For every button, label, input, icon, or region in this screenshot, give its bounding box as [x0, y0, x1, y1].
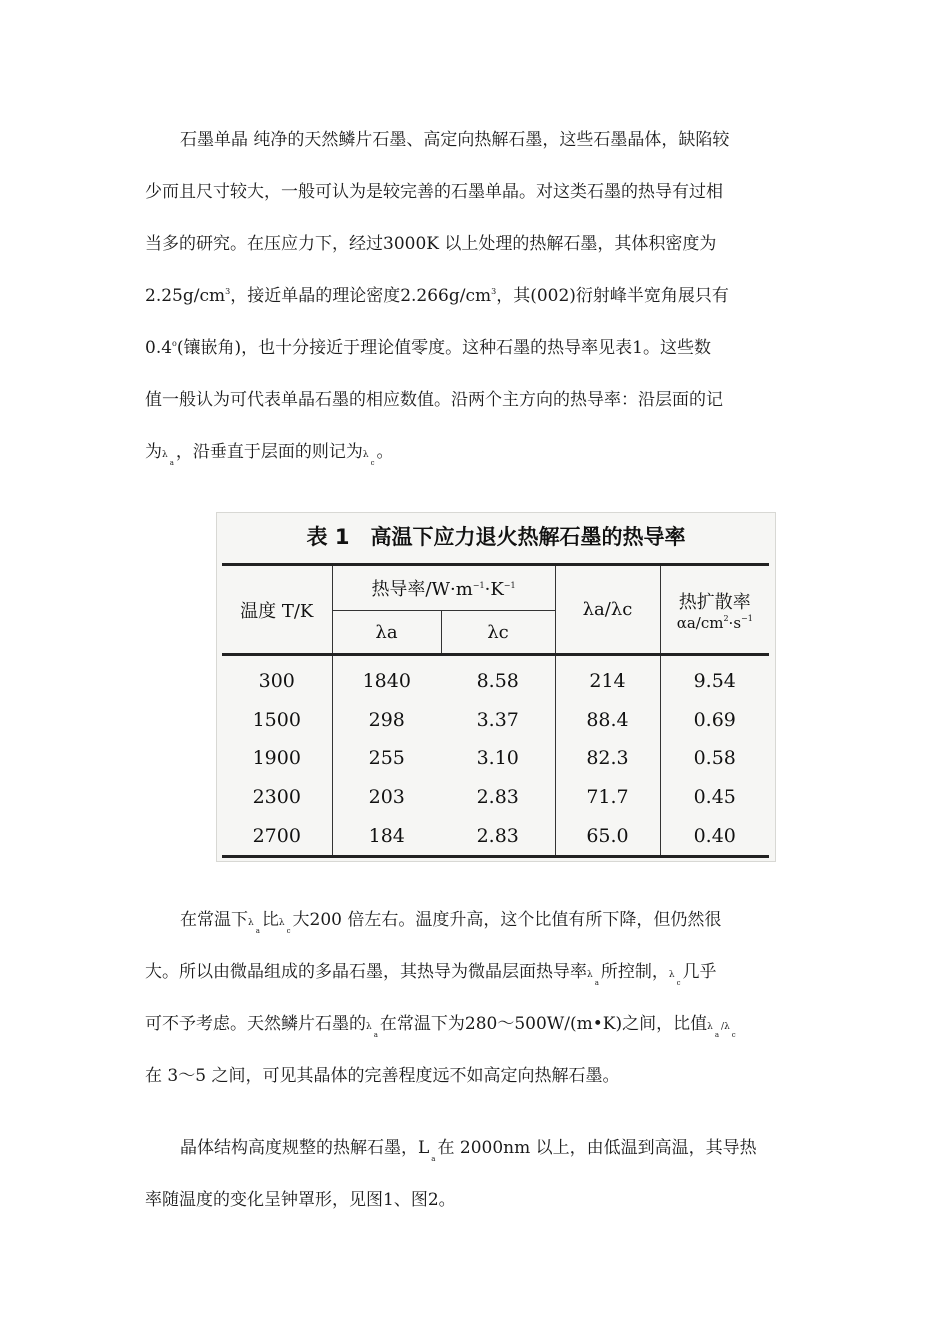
text: 晶体结构高度规整的热解石墨，L — [180, 1138, 430, 1158]
cell-ratio: 82.3 — [555, 739, 660, 778]
text: 在常温下为280～500W/(m•K)之间，比值 — [379, 1014, 708, 1034]
p1-line-1: 石墨单晶 纯净的天然鳞片石墨、高定向热解石墨，这些石墨晶体，缺陷较 — [180, 130, 730, 150]
text: 比 — [261, 910, 279, 930]
text: ，接近单晶的理论密度2.266g/cm — [230, 286, 492, 306]
table-row — [222, 701, 769, 740]
subscript: a — [714, 1031, 720, 1039]
superscript: 3 — [225, 287, 231, 296]
header-lambda-c: λc — [441, 611, 555, 655]
superscript: 3 — [491, 287, 497, 296]
cell-lambda-c: 2.83 — [476, 786, 519, 809]
cell-temperature: 2300 — [222, 778, 332, 817]
text: ·K — [484, 579, 504, 600]
superscript: −1 — [741, 613, 753, 623]
text: 。 — [376, 442, 394, 462]
superscript: 2 — [723, 613, 729, 623]
cell-temperature: 1900 — [222, 739, 332, 778]
header-ratio: λa/λc — [555, 565, 660, 655]
cell-diffusivity: 0.40 — [660, 816, 769, 856]
table-figure — [216, 512, 776, 862]
text: 在常温下 — [180, 910, 248, 930]
lambda-symbol: λ — [587, 970, 593, 980]
subscript: a — [169, 459, 174, 467]
cell-lambda-a: 255 — [368, 747, 405, 770]
cell-lambda-c: 3.10 — [476, 747, 519, 770]
cell-lambda-a: 203 — [368, 786, 405, 809]
table-row — [222, 739, 769, 778]
lambda-symbol: λ — [248, 918, 254, 928]
cell-lambda-a: 1840 — [362, 670, 411, 693]
text: 在 2000nm 以上，由低温到高温，其导热 — [437, 1138, 757, 1158]
lambda-symbol: λ — [366, 1022, 372, 1032]
superscript: −1 — [503, 581, 516, 590]
p1-line-3: 当多的研究。在压应力下，经过3000K 以上处理的热解石墨，其体积密度为 — [145, 234, 717, 254]
cell-diffusivity: 0.58 — [693, 747, 736, 770]
header-lambda-a: λa — [332, 611, 441, 655]
p3-line-1 — [180, 1138, 757, 1161]
cell-lambda-a: 184 — [332, 816, 441, 856]
table-title: 表 1 高温下应力退火热解石墨的热导率 — [306, 525, 686, 549]
text: 大200 倍左右。温度升高，这个比值有所下降，但仍然很 — [292, 910, 722, 930]
cell-lambda-a: 298 — [368, 708, 405, 731]
cell-temperature: 300 — [222, 655, 332, 701]
header-conductivity — [332, 565, 555, 611]
subscript: a — [431, 1155, 436, 1163]
lambda-symbol: λ — [278, 918, 285, 928]
header-diffusivity — [660, 565, 769, 655]
p1-line-4 — [145, 286, 729, 309]
text: 所控制， — [600, 962, 669, 982]
lambda-symbol: λ — [162, 450, 168, 460]
header-diffusivity-label: 热扩散率 — [678, 591, 751, 613]
p1-line-7 — [145, 442, 394, 465]
text: ，沿垂直于层面的则记为 — [175, 442, 363, 462]
cell-lambda-c: 8.58 — [476, 670, 519, 693]
text: ·s — [728, 613, 742, 632]
cell-ratio: 88.4 — [555, 701, 660, 740]
header-diffusivity-unit — [661, 614, 770, 632]
subscript: c — [286, 927, 291, 935]
text: (镶嵌角)，也十分接近于理论值零度。这种石墨的热导率见表1。这些数 — [176, 338, 711, 358]
p2-line-2 — [145, 962, 717, 985]
cell-temperature: 2700 — [222, 816, 332, 856]
p2-line-1 — [180, 910, 721, 933]
lambda-symbol: λ — [724, 1022, 730, 1032]
text: 可不予考虑。天然鳞片石墨的 — [145, 1014, 366, 1034]
table-row — [222, 655, 769, 701]
p2-line-3 — [145, 1014, 738, 1037]
subscript: a — [594, 979, 599, 987]
text: 2.25g/cm — [145, 286, 226, 306]
cell-ratio: 71.7 — [555, 778, 660, 817]
subscript: c — [731, 1031, 736, 1039]
text: 大。所以由微晶组成的多晶石墨，其热导为微晶层面热导率 — [145, 962, 587, 982]
cell-diffusivity: 0.69 — [693, 708, 736, 731]
table-body — [222, 655, 769, 857]
text: 热导率/W·m — [371, 579, 473, 600]
table-row — [222, 778, 769, 817]
text: αa/cm — [676, 613, 724, 632]
subscript: c — [676, 979, 681, 987]
subscript: a — [255, 927, 260, 935]
cell-lambda-c: 3.37 — [476, 708, 519, 731]
cell-ratio: 214 — [555, 655, 660, 701]
lambda-symbol: λ — [362, 450, 369, 460]
p2-line-4: 在 3～5 之间，可见其晶体的完善程度远不如高定向热解石墨。 — [145, 1066, 620, 1086]
slash: / — [721, 1022, 725, 1032]
text: ，其(002)衍射峰半宽角展只有 — [496, 286, 729, 306]
header-temperature: 温度 T/K — [222, 565, 332, 655]
subscript: c — [370, 459, 375, 467]
p1-line-6: 值一般认为可代表单晶石墨的相应数值。沿两个主方向的热导率：沿层面的记 — [145, 390, 723, 410]
text: 几乎 — [682, 962, 717, 982]
text: 为 — [145, 442, 162, 462]
cell-ratio: 65.0 — [555, 816, 660, 856]
p3-line-2: 率随温度的变化呈钟罩形，见图1、图2。 — [145, 1190, 456, 1210]
p1-line-5 — [145, 338, 711, 361]
table-row — [222, 816, 769, 856]
lambda-symbol: λ — [668, 970, 675, 980]
cell-diffusivity: 9.54 — [693, 670, 736, 693]
p1-line-2: 少而且尺寸较大，一般可认为是较完善的石墨单晶。对这类石墨的热导有过相 — [145, 182, 723, 202]
subscript: a — [373, 1031, 378, 1039]
cell-lambda-c: 2.83 — [441, 816, 555, 856]
cell-diffusivity: 0.45 — [693, 786, 736, 809]
lambda-symbol: λ — [707, 1022, 713, 1032]
cell-temperature: 1500 — [222, 701, 332, 740]
thermal-conductivity-table — [222, 563, 769, 858]
text: 0.4 — [145, 338, 173, 358]
superscript: o — [172, 339, 177, 348]
superscript: −1 — [472, 581, 485, 590]
